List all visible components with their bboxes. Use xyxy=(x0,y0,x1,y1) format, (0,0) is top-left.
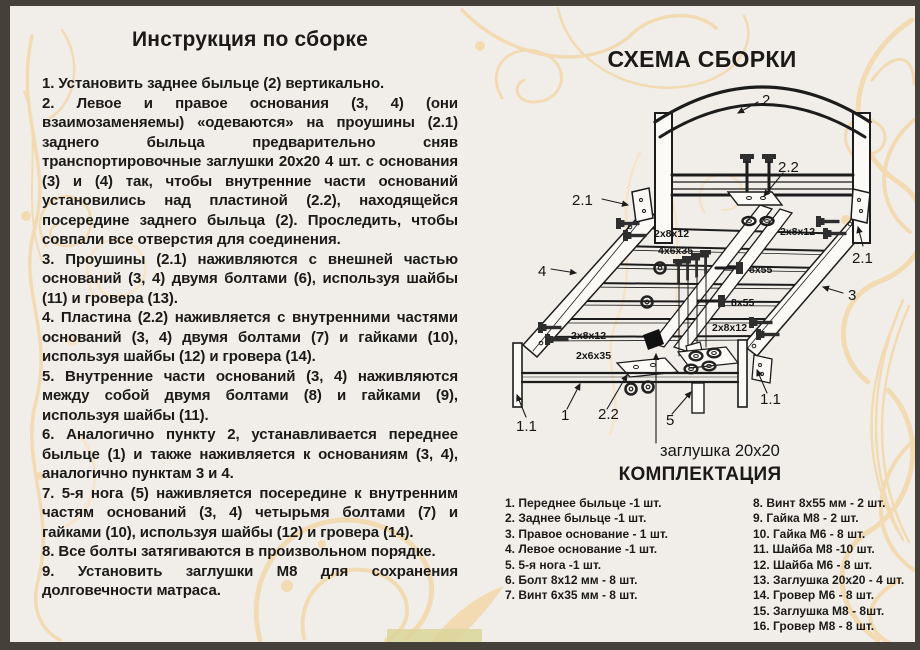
fastener-label-8x55-lower: 8х55 xyxy=(731,297,755,309)
instruction-step: 8. Все болты затягиваются в произвольном порядке. xyxy=(42,543,436,560)
kit-item: 8. Винт 8х55 мм - 2 шт. xyxy=(753,496,886,510)
instruction-step: 4. Пластина (2.2) наживляется с внутренними частями оснований (3, 4) двумя болтами (7) и гайками (10), используя шайбы (12) и гровера (14). xyxy=(42,309,458,365)
fastener-label-2x8x12-midright: 2х8х12 xyxy=(712,322,748,334)
kit-item: 1. Переднее быльце -1 шт. xyxy=(505,496,662,510)
kit-item: 3. Правое основание - 1 шт. xyxy=(505,526,668,541)
fastener-label-2x8x12-topright: 2х8х12 xyxy=(780,226,816,238)
kit-list-left xyxy=(505,496,745,604)
kit-item: 14. Гровер М6 - 8 шт. xyxy=(753,588,875,603)
kit-item: 11. Шайба М8 -10 шт. xyxy=(753,542,875,557)
instruction-step: 2. Левое и правое основания (3, 4) (они взаимозаменяемы) «одеваются» на проушины (2.1) заднего быльца предварительно сняв транспортировочные заглушки 20х20 4 шт. с основания (3) и (4) так, чтобы внутренние части оснований установились над пластиной (2.2), находящейся посередине заднего быльца (2). Проследить, чтобы совпали все отверстия для соединения. xyxy=(42,94,458,248)
kit-list-right xyxy=(753,496,915,635)
diagram-label-part-2-2-bottom: 2.2 xyxy=(598,406,619,423)
fastener-label-4x6x35: 4х6х35 xyxy=(658,245,694,257)
instruction-sheet xyxy=(10,6,915,642)
diagram-label-part-3: 3 xyxy=(848,287,857,304)
kit-item: 15. Заглушка М8 - 8шт. xyxy=(753,603,885,618)
diagram-label-part-1-1-left: 1.1 xyxy=(516,418,537,435)
instructions-title: Инструкция по сборке xyxy=(132,28,368,51)
kit-item: 2. Заднее быльце -1 шт. xyxy=(505,511,647,526)
diagram-label-part-5: 5 xyxy=(666,412,675,429)
kit-item: 10. Гайка М6 - 8 шт. xyxy=(753,526,866,541)
diagram-label-part-2: 2 xyxy=(762,92,771,109)
bed-drawing xyxy=(513,87,870,443)
diagram-label-part-1: 1 xyxy=(561,407,570,424)
kit-title: КОМПЛЕКТАЦИЯ xyxy=(618,464,782,485)
diagram-label-part-4: 4 xyxy=(538,263,547,280)
diagram-label-cap-20x20: заглушка 20х20 xyxy=(660,442,780,460)
instruction-step: 9. Установить заглушки М8 для сохранения долговечности матраса. xyxy=(42,562,458,599)
fastener-label-8x55-upper: 8х55 xyxy=(749,264,773,276)
schema-title: СХЕМА СБОРКИ xyxy=(607,46,797,72)
instruction-steps xyxy=(42,74,458,601)
instructions-column xyxy=(42,20,458,601)
kit-item: 13. Заглушка 20х20 - 4 шт. xyxy=(753,573,905,588)
kit-item: 7. Винт 6х35 мм - 8 шт. xyxy=(505,588,638,603)
fastener-label-2x6x35: 2х6х35 xyxy=(576,350,612,362)
kit-item: 6. Болт 8х12 мм - 8 шт. xyxy=(505,573,638,588)
diagram-label-part-2-2-top: 2.2 xyxy=(778,159,799,176)
fastener-label-2x8x12-bottomleft: 2х8х12 xyxy=(571,330,607,342)
instruction-step: 1. Установить заднее быльце (2) вертикально. xyxy=(42,75,385,92)
kit-item: 4. Левое основание -1 шт. xyxy=(505,542,658,557)
instruction-step: 6. Аналогично пункту 2, устанавливается переднее быльце (1) и также наживляется к основаниям (3, 4), аналогично пунктам 3 и 4. xyxy=(42,426,458,482)
kit-item: 9. Гайка М8 - 2 шт. xyxy=(753,511,859,526)
diagram-label-part-2-1-left: 2.1 xyxy=(572,192,593,209)
diagram-label-part-2-1-right: 2.1 xyxy=(852,250,873,267)
kit-item: 5. 5-я нога -1 шт. xyxy=(505,557,602,572)
kit-item: 16. Гровер М8 - 8 шт. xyxy=(753,619,875,634)
diagram-label-part-1-1-right: 1.1 xyxy=(760,391,781,408)
instruction-step: 7. 5-я нога (5) наживляется посередине к внутренним частям оснований (3, 4) четырьмя болтами (7) и гайками (10), используя шайбы (12) и гровера (14). xyxy=(42,484,458,541)
kit-item: 12. Шайба М6 - 8 шт. xyxy=(753,557,873,572)
fastener-label-2x8x12-topleft: 2х8х12 xyxy=(654,228,690,240)
instruction-step: 5. Внутренние части оснований (3, 4) наживляются между собой двумя болтами (8) и гайками (9), используя шайбы (11). xyxy=(42,367,458,424)
instruction-step: 3. Проушины (2.1) наживляются с внешней частью оснований (3, 4) двумя болтами (6), используя шайбы (11) и гровера (13). xyxy=(42,250,458,307)
